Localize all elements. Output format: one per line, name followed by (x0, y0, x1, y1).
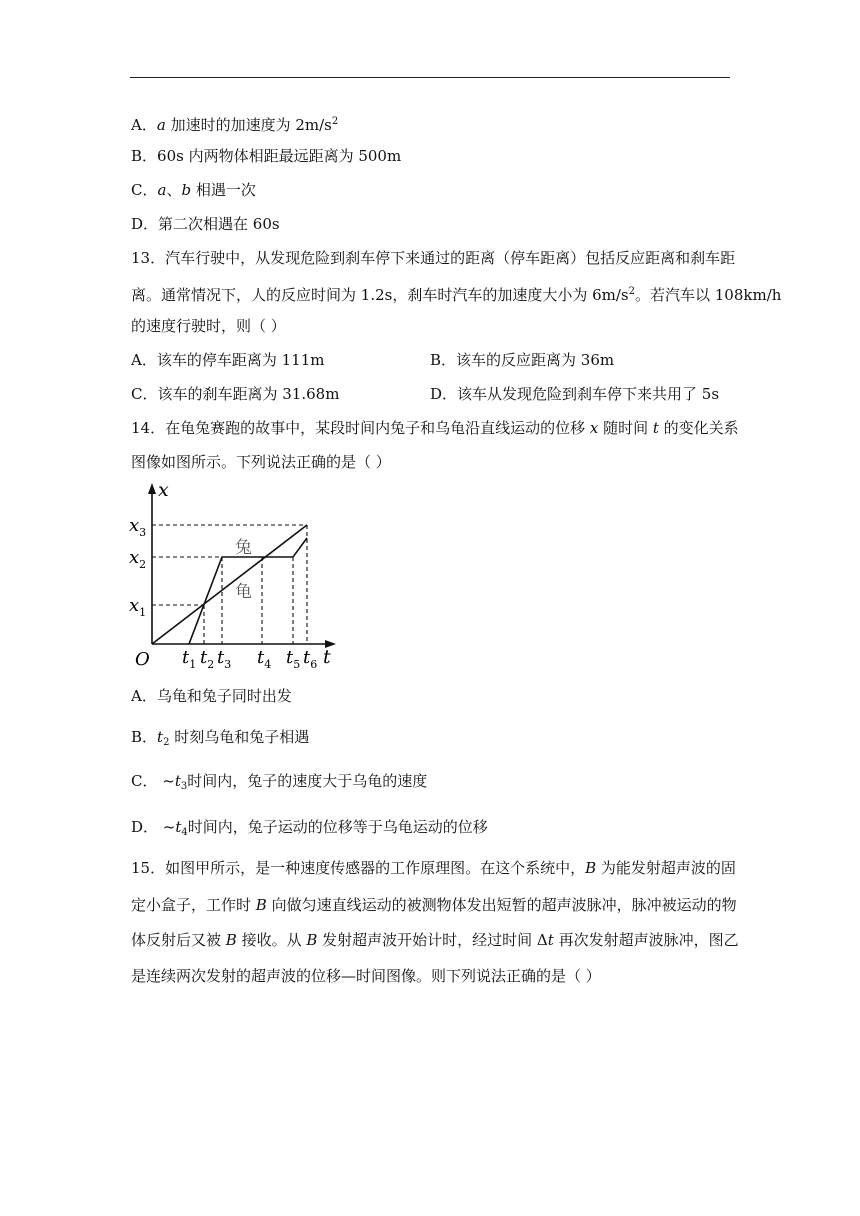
q13-stem-line2 (131, 282, 781, 305)
stem-text: 为能发射超声波的固 (596, 859, 736, 877)
q15-stem-line1 (131, 858, 736, 878)
subscript: 3 (180, 781, 188, 792)
subscript: 4 (181, 827, 188, 838)
variable-b: b (181, 181, 192, 199)
q14-option-b (131, 727, 309, 753)
variable-a: a (156, 116, 166, 134)
x-tick-t2: $t_2$ (200, 647, 215, 671)
q14-stem-line2: 图像如图所示。下列说法正确的是（ ） (131, 453, 391, 471)
q13-option-b: B．该车的反应距离为 36m (430, 351, 615, 369)
header-rule (130, 77, 730, 78)
variable-b: B (255, 896, 267, 914)
prev-option-a (131, 112, 338, 135)
turtle-label: 龟 (235, 582, 252, 602)
q13-option-a: A．该车的停车距离为 111m (131, 351, 325, 369)
stem-text: 15．如图甲所示，是一种速度传感器的工作原理图。在这个系统中， (131, 859, 586, 877)
option-text: 加速时的加速度为 2m/s (165, 116, 332, 134)
variable-t: t (174, 772, 181, 790)
stem-text: 再次发射超声波脉冲，图乙 (553, 931, 739, 949)
x-tick-t3: $t_3$ (217, 647, 232, 671)
x-tick-t6: $t_6$ (303, 647, 318, 671)
turtle-line (152, 525, 307, 644)
q13-option-d: D．该车从发现危险到刹车停下来共用了 5s (430, 385, 720, 403)
xt-graph (120, 478, 350, 678)
stem-text: 向做匀速直线运动的被测物体发出短暂的超声波脉冲，脉冲被运动的物 (266, 896, 737, 914)
stem-text: 体反射后又被 (131, 931, 226, 949)
origin-label: O (135, 649, 150, 670)
variable-b: B (585, 859, 597, 877)
option-letter: C． (131, 181, 158, 199)
q14-option-c (131, 771, 427, 797)
q14-option-d (131, 817, 488, 843)
variable-t: t (175, 818, 182, 836)
x-tick-t4: $t_4$ (257, 647, 272, 671)
superscript: 2 (628, 286, 635, 297)
option-letter: C． ~ (131, 772, 175, 790)
option-text: 时间内，兔子的速度大于乌龟的速度 (187, 772, 428, 790)
y-axis-label: x (158, 479, 169, 501)
x-axis-label: t (323, 646, 331, 668)
q13-stem-line1: 13．汽车行驶中，从发现危险到刹车停下来通过的距离（停车距离）包括反应距离和刹车距 (131, 249, 736, 267)
y-tick-labels (129, 515, 146, 619)
y-tick-x3: $x_3$ (129, 515, 147, 539)
stem-text: 随时间 (598, 419, 653, 437)
stem-text: 定小盒子，工作时 (131, 896, 256, 914)
stem-text: 接收。从 (236, 931, 307, 949)
stem-text: 发射超声波开始计时，经过时间 Δ (317, 931, 548, 949)
variable-b: B (225, 931, 237, 949)
x-tick-labels (182, 647, 317, 671)
option-text: 相遇一次 (191, 181, 256, 199)
variable-x: x (589, 419, 599, 437)
prev-option-b: B．60s 内两物体相距最远距离为 500m (131, 147, 402, 165)
option-text: 时间内，兔子运动的位移等于乌龟运动的位移 (187, 818, 488, 836)
q13-stem-line3: 的速度行驶时，则（ ） (131, 317, 286, 335)
variable-t: t (547, 931, 554, 949)
stem-text: 离。通常情况下，人的反应时间为 1.2s，刹车时汽车的加速度大小为 6m/s (131, 286, 629, 304)
option-letter: B． (131, 728, 158, 746)
q14-stem-line1 (131, 418, 739, 438)
q14-option-a: A．乌龟和兔子同时出发 (131, 687, 292, 705)
superscript: 2 (331, 116, 339, 127)
variable-t: t (652, 419, 659, 437)
x-tick-t1: $t_1$ (182, 647, 197, 671)
variable-t: t (157, 728, 164, 746)
y-tick-x2: $x_2$ (129, 547, 147, 571)
option-text: 时刻乌龟和兔子相遇 (169, 728, 310, 746)
stem-text: 的变化关系 (658, 419, 739, 437)
q15-stem-line4: 是连续两次发射的超声波的位移—时间图像。则下列说法正确的是（ ） (131, 967, 601, 985)
stem-text: 。若汽车以 108km/h (635, 286, 782, 304)
variable-b: B (306, 931, 318, 949)
option-letter: A． (131, 116, 157, 134)
prev-option-d: D．第二次相遇在 60s (131, 215, 280, 233)
q15-stem-line3 (131, 930, 739, 950)
x-axis-arrow-icon (148, 483, 156, 494)
x-tick-t5: $t_5$ (286, 647, 301, 671)
rabbit-label: 兔 (235, 538, 252, 558)
subscript: 2 (163, 737, 170, 748)
option-letter: D． ~ (131, 818, 176, 836)
variable-a: a (157, 181, 167, 199)
q13-option-c: C．该车的刹车距离为 31.68m (131, 385, 340, 403)
stem-text: 14．在龟兔赛跑的故事中，某段时间内兔子和乌龟沿直线运动的位移 (131, 419, 590, 437)
separator: 、 (166, 181, 182, 199)
q15-stem-line2 (131, 895, 737, 915)
y-tick-x1: $x_1$ (129, 595, 147, 619)
prev-option-c (131, 180, 256, 200)
